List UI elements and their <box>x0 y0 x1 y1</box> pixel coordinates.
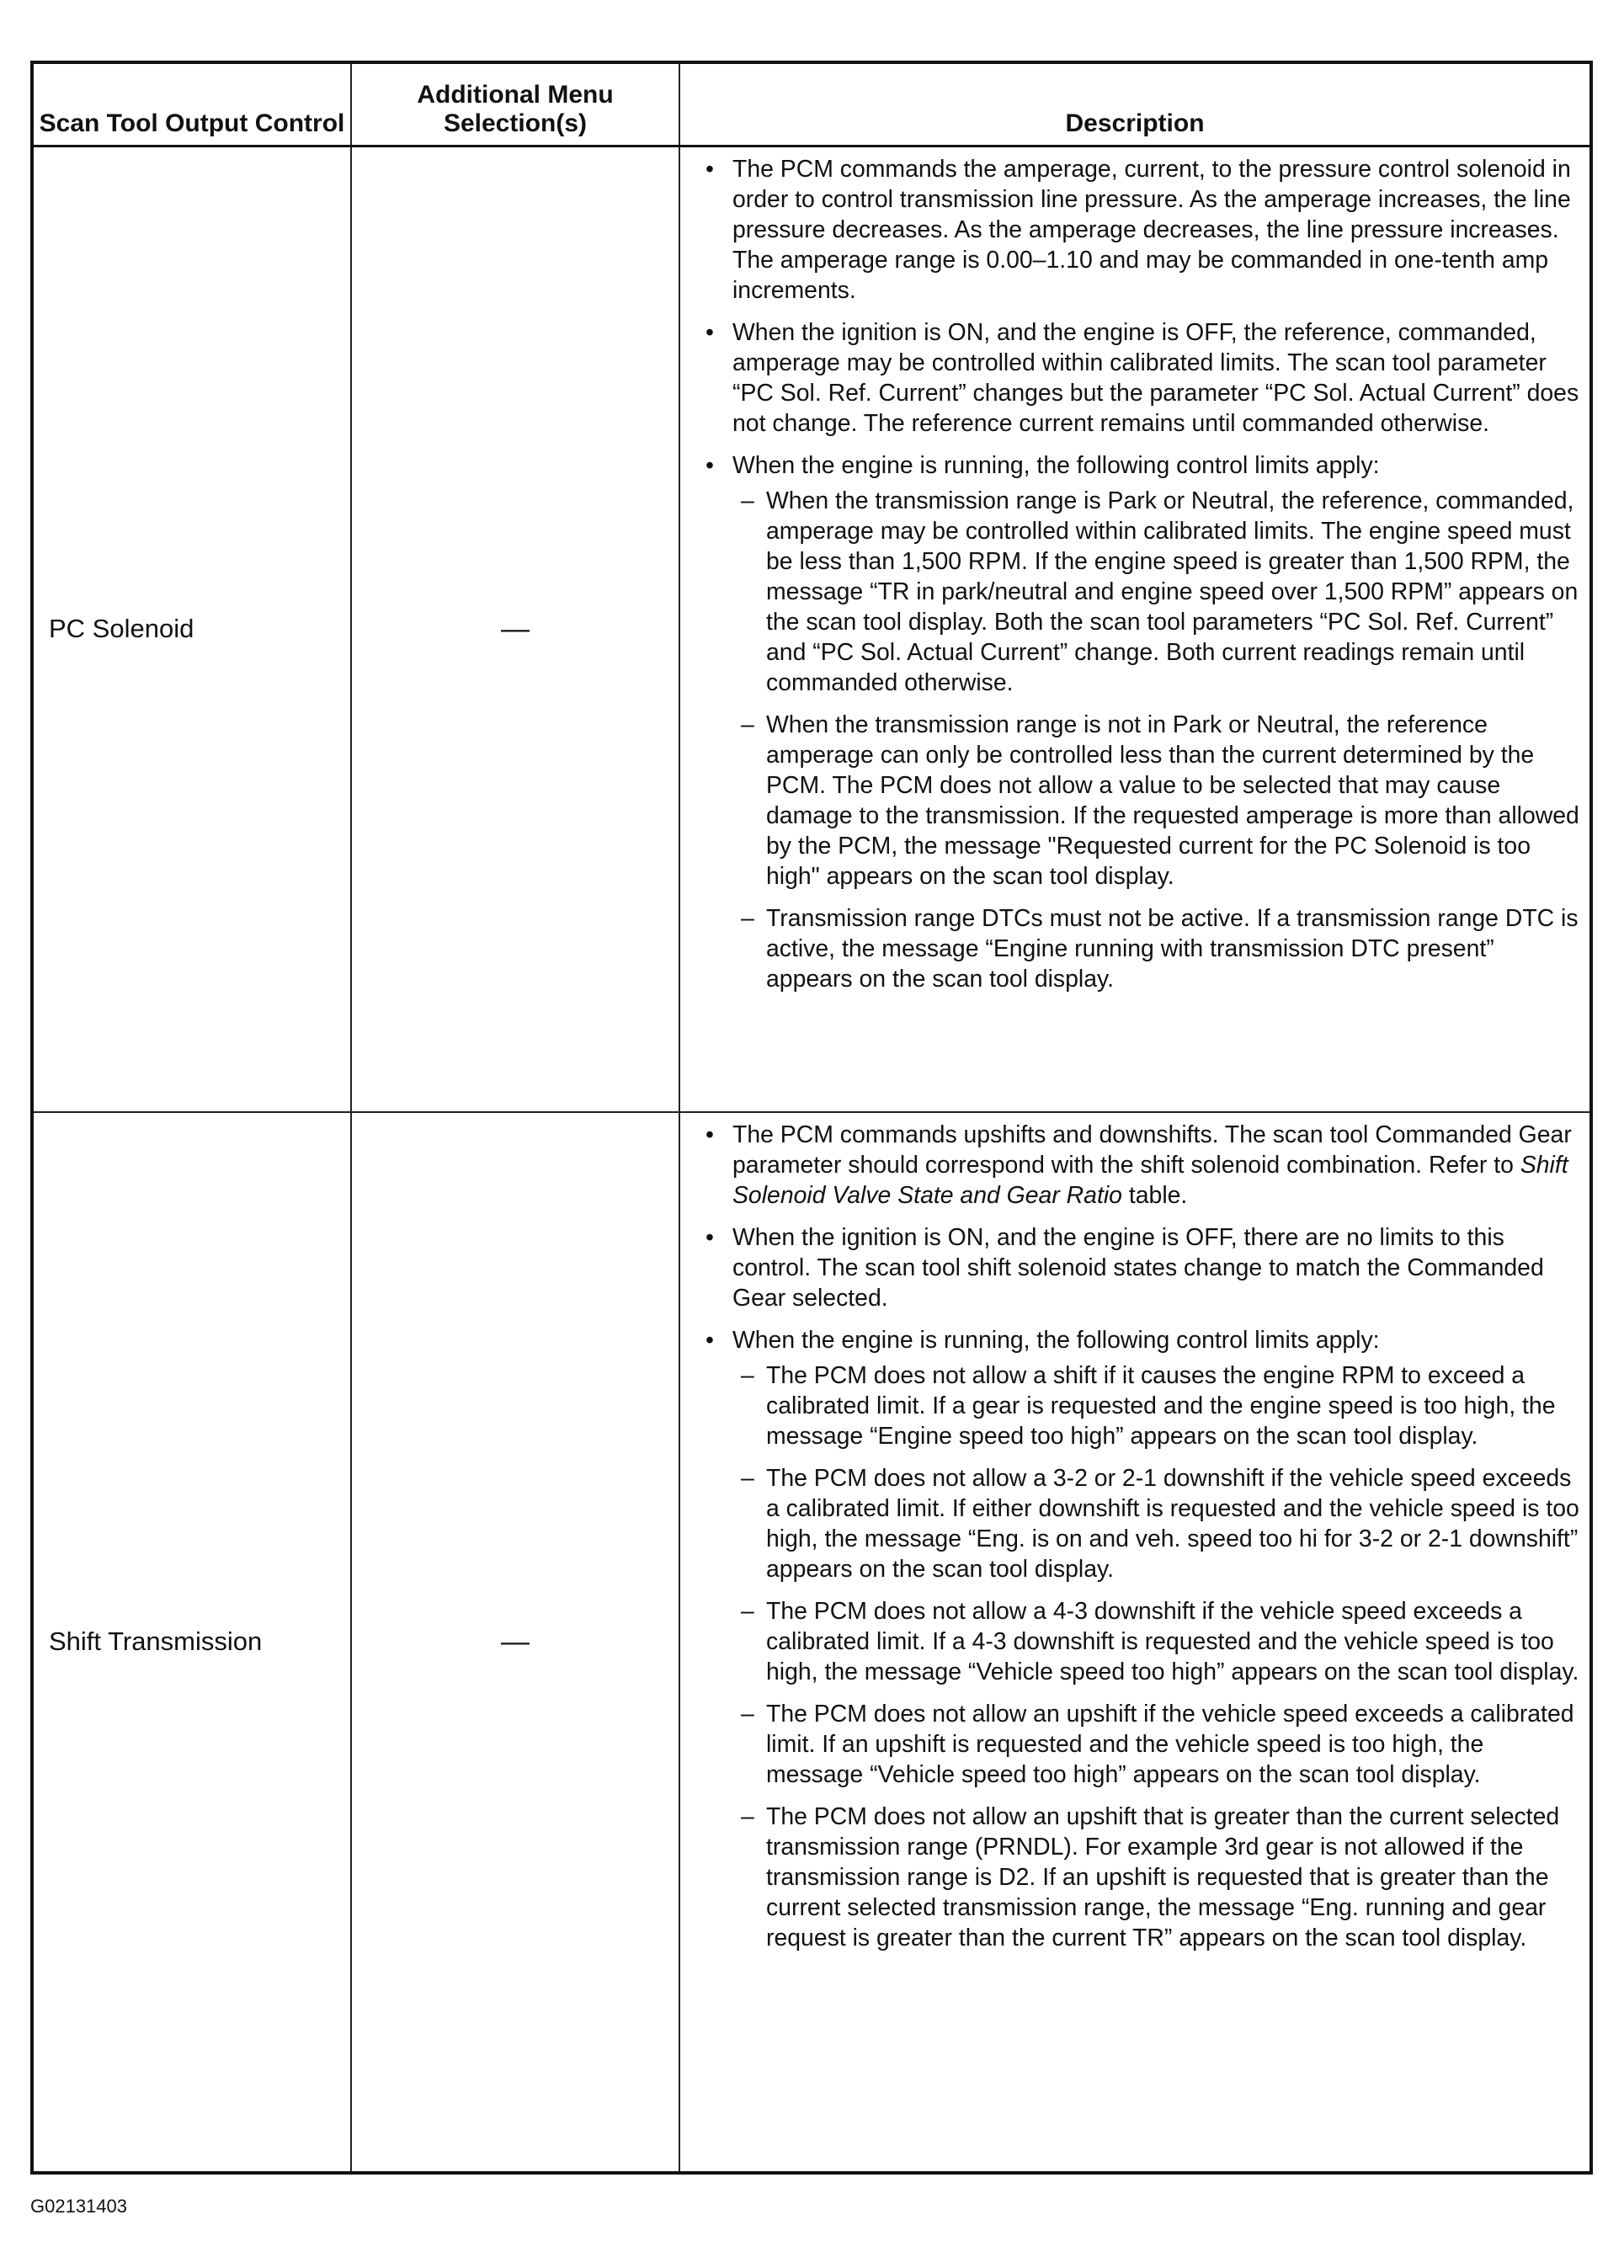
bullet-dot-icon: • <box>706 452 714 479</box>
bullet-item <box>704 317 1579 439</box>
sub-bullet-text: The PCM does not allow a shift if it causes the engine RPM to exceed a calibrated limit. If a gear is requested and the engine speed is too high, the message “Engine speed too high” appears on the scan tool display. <box>766 1361 1556 1450</box>
bullet-text: When the engine is running, the following control limits apply: <box>732 452 1380 479</box>
sub-bullet-text: The PCM does not allow a 3-2 or 2-1 downshift if the vehicle speed exceeds a calibrated limit. If either downshift is requested and the vehicle speed is too high, the message “Eng. is on and veh. speed too hi for 3-2 or 2-1 downshift” appears on the scan tool display. <box>766 1464 1579 1583</box>
sub-bullet-item <box>732 710 1579 892</box>
bullet-text-after: table. <box>1128 1181 1188 1209</box>
table-row-pc-solenoid <box>32 146 1591 1112</box>
dash-icon: – <box>741 1464 754 1492</box>
scan-tool-output-control-table <box>30 61 1593 2175</box>
bullet-item <box>704 1325 1579 1953</box>
sub-bullets <box>732 1360 1579 1953</box>
bullet-dot-icon: • <box>706 1223 714 1251</box>
header-description: Description <box>679 62 1591 146</box>
menu-selection-cell: — <box>351 146 679 1112</box>
sub-bullet-item <box>732 1360 1579 1451</box>
bullet-dot-icon: • <box>706 156 714 183</box>
bullet-text: The PCM commands upshifts and downshifts. The scan tool Commanded Gear parameter should correspond with the shift solenoid combination. Refer to <box>732 1121 1572 1179</box>
dash-icon: – <box>741 1597 754 1625</box>
header-scan-tool-output-control: Scan Tool Output Control <box>32 62 351 146</box>
image-reference-id: G02131403 <box>30 2196 127 2217</box>
table-header-row <box>32 62 1591 146</box>
bullet-item <box>704 450 1579 994</box>
bullet-item <box>704 154 1579 306</box>
description-cell <box>679 146 1591 1112</box>
sub-bullet-text: When the transmission range is not in Park or Neutral, the reference amperage can only be controlled less than the current determined by the PCM. The PCM does not allow a value to be selected that may cause damage to the transmission. If the requested amperage is more than allowed by the PCM, the message "Requested current for the PC Solenoid is too high" appears on the scan tool display. <box>766 711 1579 890</box>
bullet-dot-icon: • <box>706 1326 714 1354</box>
table-reference-title: Shift Solenoid Valve State and Gear Ratio <box>732 1151 1568 1209</box>
sub-bullet-item <box>732 1463 1579 1584</box>
dash-icon: – <box>741 487 754 514</box>
sub-bullet-item <box>732 1596 1579 1687</box>
sub-bullet-text: Transmission range DTCs must not be active. If a transmission range DTC is active, the message “Engine running with transmission DTC present” appears on the scan tool display. <box>766 905 1579 993</box>
dash-icon: – <box>741 1700 754 1728</box>
description-bullets <box>704 1120 1579 1953</box>
sub-bullets <box>732 486 1579 994</box>
dash-icon: – <box>741 1802 754 1830</box>
sub-bullet-text: The PCM does not allow a 4-3 downshift if the vehicle speed exceeds a calibrated limit. If a 4-3 downshift is requested and the vehicle speed is too high, the message “Vehicle speed too high” appears on the scan tool display. <box>766 1597 1579 1685</box>
control-name-cell: PC Solenoid <box>32 146 351 1112</box>
sub-bullet-item <box>732 1699 1579 1790</box>
header-additional-menu-selections: Additional Menu Selection(s) <box>351 62 679 146</box>
description-bullets <box>704 154 1579 994</box>
bullet-item <box>704 1222 1579 1313</box>
dash-icon: – <box>741 1361 754 1389</box>
dash-icon: – <box>741 905 754 932</box>
sub-bullet-item <box>732 1802 1579 1953</box>
dash-icon: – <box>741 711 754 738</box>
sub-bullet-text: The PCM does not allow an upshift if the vehicle speed exceeds a calibrated limit. If an upshift is requested and the vehicle speed is too high, the message “Vehicle speed too high” appears on the scan tool display. <box>766 1700 1574 1788</box>
sub-bullet-item <box>732 486 1579 698</box>
bullet-text: When the engine is running, the following control limits apply: <box>732 1326 1380 1354</box>
bullet-text: When the ignition is ON, and the engine is OFF, there are no limits to this control. The scan tool shift solenoid states change to match the Commanded Gear selected. <box>732 1223 1544 1312</box>
sub-bullet-text: When the transmission range is Park or Neutral, the reference, commanded, amperage may be controlled within calibrated limits. The engine speed must be less than 1,500 RPM. If the engine speed is greater than 1,500 RPM, the message “TR in park/neutral and engine speed over 1,500 RPM” appears on the scan tool display. Both the scan tool parameters “PC Sol. Ref. Current” and “PC Sol. Actual Current” change. Both current readings remain until commanded otherwise. <box>766 487 1579 696</box>
menu-selection-cell: — <box>351 1112 679 2173</box>
table-row-shift-transmission <box>32 1112 1591 2173</box>
sub-bullet-item <box>732 903 1579 994</box>
bullet-dot-icon: • <box>706 319 714 346</box>
control-name-cell: Shift Transmission <box>32 1112 351 2173</box>
bullet-item <box>704 1120 1579 1211</box>
bullet-dot-icon: • <box>706 1121 714 1148</box>
sub-bullet-text: The PCM does not allow an upshift that is greater than the current selected transmission range (PRNDL). For example 3rd gear is not allowed if the transmission range is D2. If an upshift is requested that is greater than the current selected transmission range, the message “Eng. running and gear request is greater than the current TR” appears on the scan tool display. <box>766 1802 1560 1951</box>
bullet-text: The PCM commands the amperage, current, to the pressure control solenoid in order to control transmission line pressure. As the amperage increases, the line pressure decreases. As the amperage decreases, the line pressure increases. The amperage range is 0.00–1.10 and may be commanded in one-tenth amp increments. <box>732 156 1571 304</box>
description-cell <box>679 1112 1591 2173</box>
bullet-text: When the ignition is ON, and the engine is OFF, the reference, commanded, amperage may be controlled within calibrated limits. The scan tool parameter “PC Sol. Ref. Current” changes but the parameter “PC Sol. Actual Current” does not change. The reference current remains until commanded otherwise. <box>732 319 1579 437</box>
